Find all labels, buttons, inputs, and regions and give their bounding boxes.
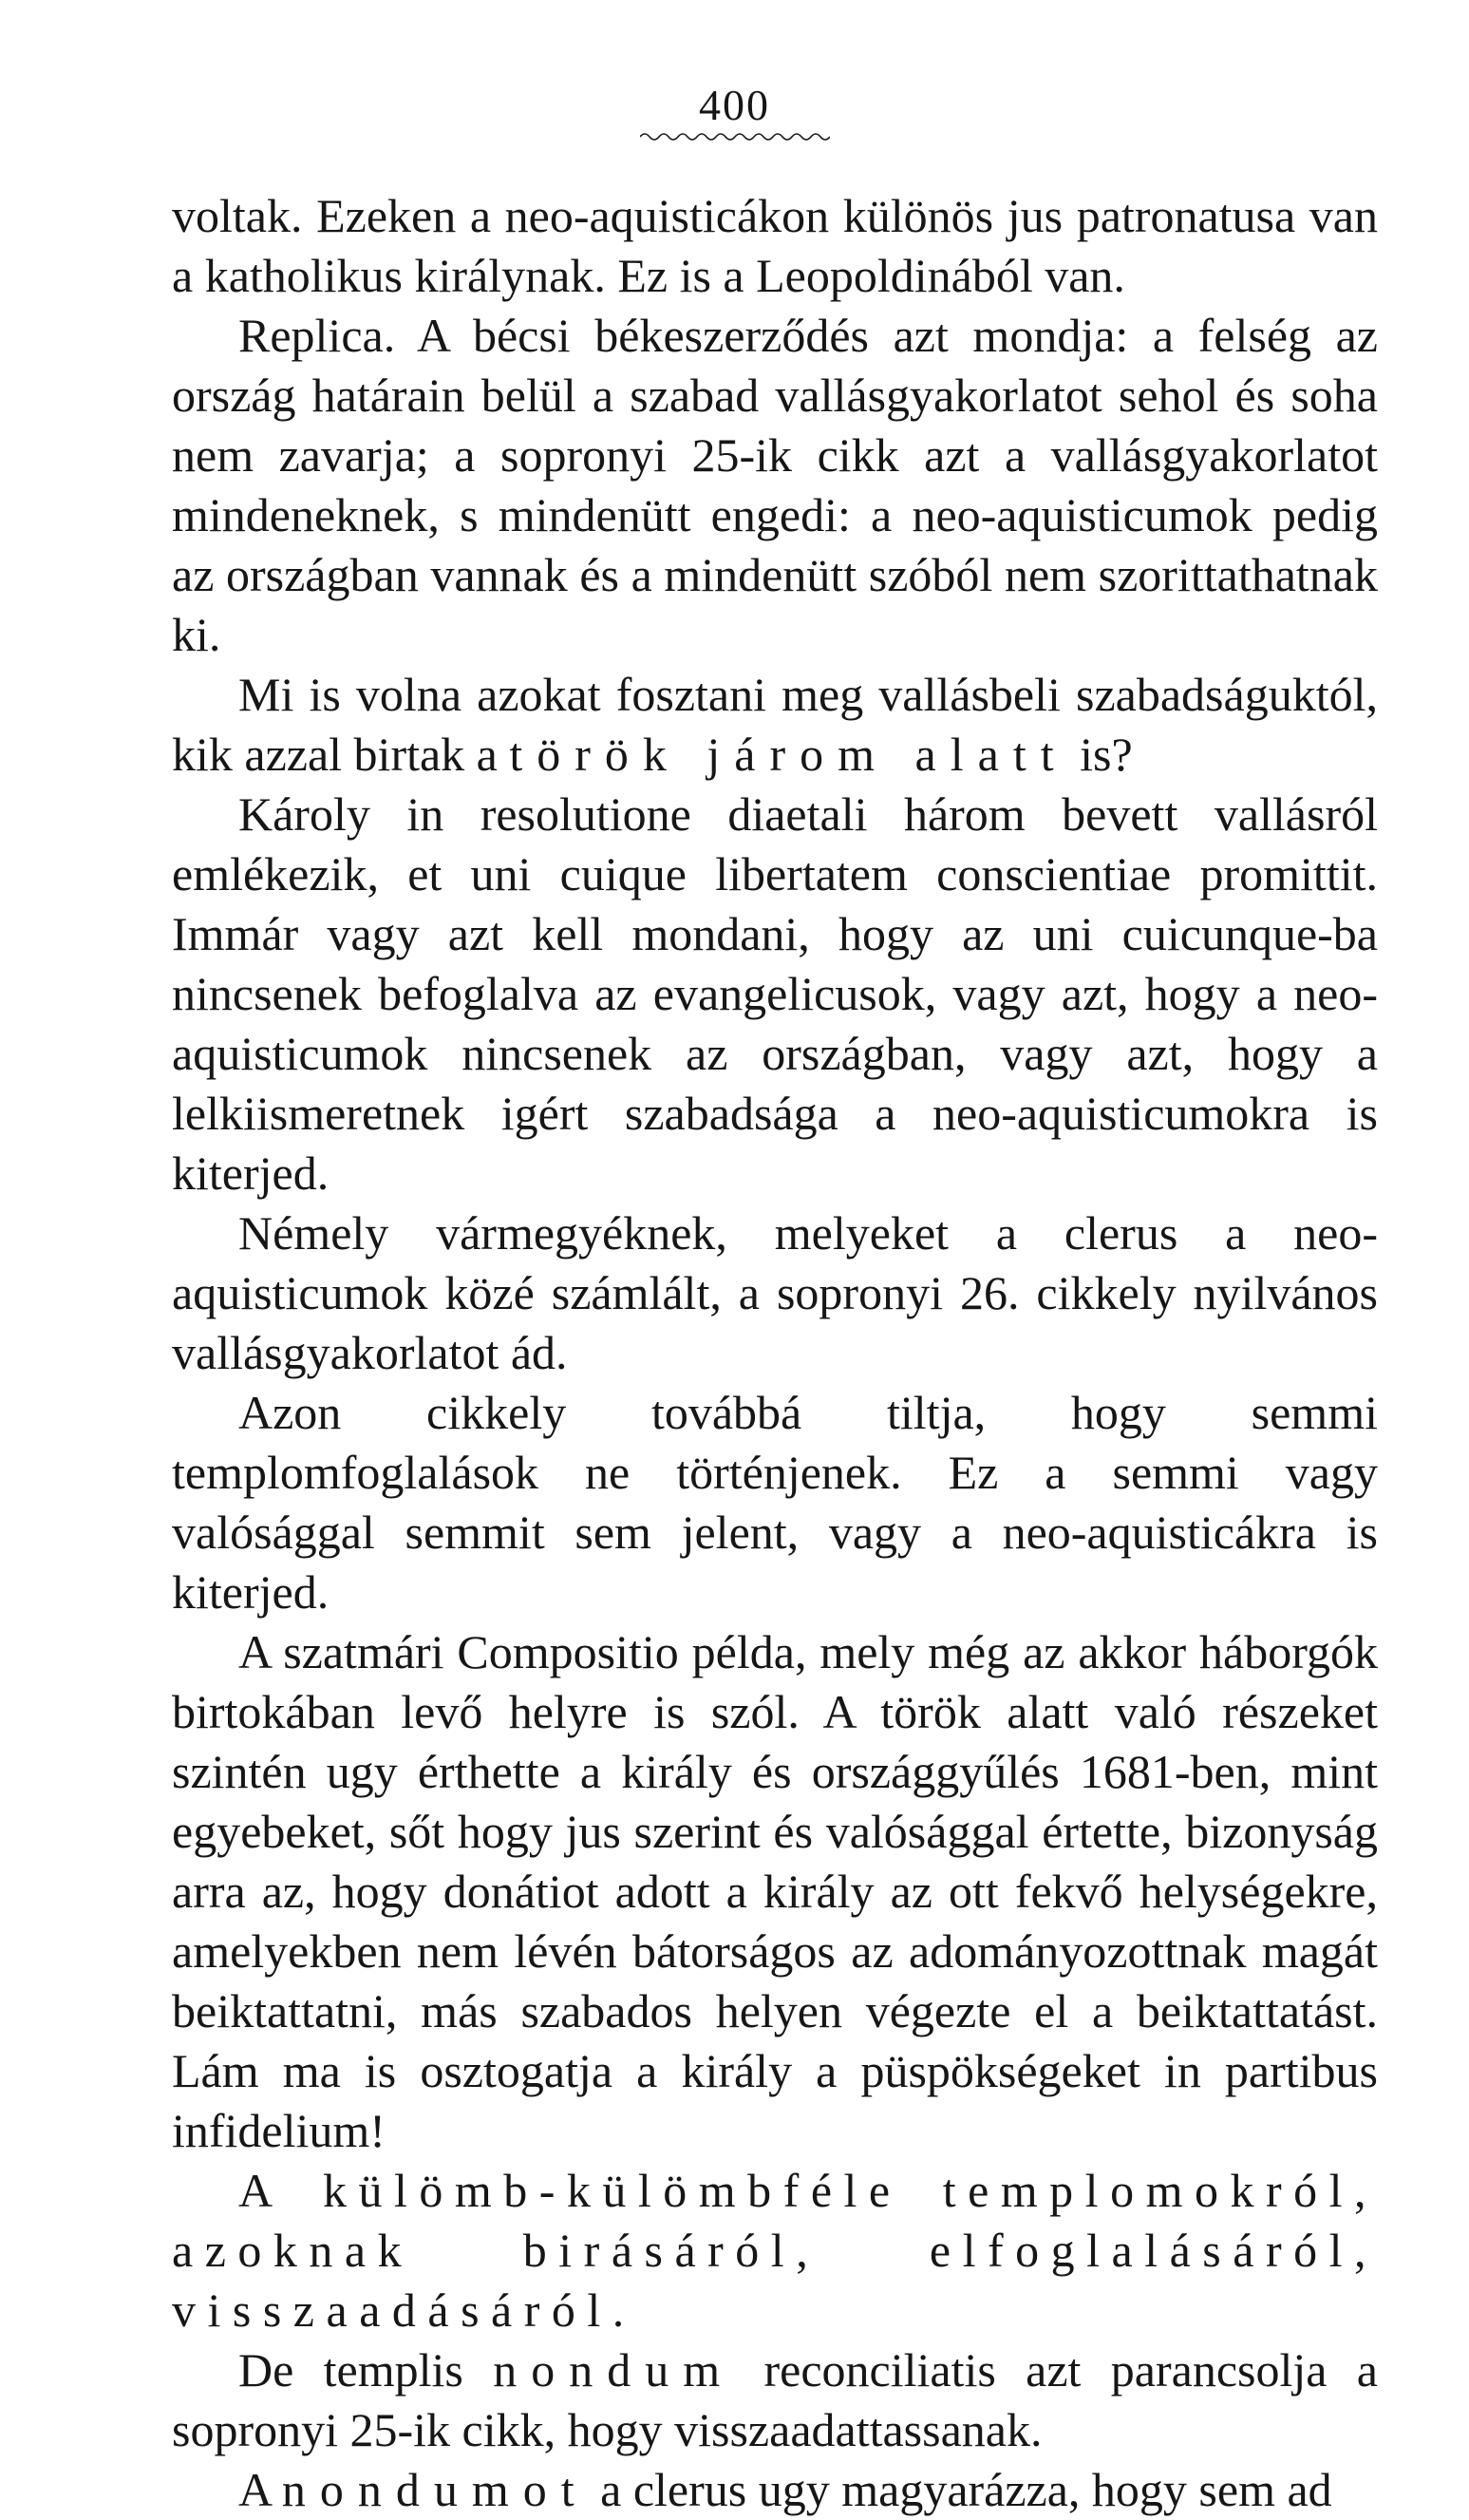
section-heading bbox=[172, 2161, 1378, 2340]
spaced-emphasis: nondumot bbox=[281, 2463, 589, 2516]
page-header bbox=[0, 81, 1469, 144]
paragraph bbox=[172, 186, 1378, 306]
paragraph bbox=[172, 2460, 1378, 2520]
text-segment: De templis bbox=[238, 2343, 494, 2397]
paragraph bbox=[172, 665, 1378, 785]
text-segment: is? bbox=[1067, 728, 1133, 781]
text-segment: reconciliatis azt parancsolja a sopronyi 25-ik cikk, hogy visszaadattassanak. bbox=[172, 2343, 1378, 2456]
page-number: 400 bbox=[699, 81, 770, 129]
paragraph bbox=[172, 1622, 1378, 2161]
spaced-emphasis: török járom alatt bbox=[509, 728, 1068, 781]
paragraph bbox=[172, 785, 1378, 1203]
text-segment: Károly in resolutione diaetali három bevett vallásról emlékezik, et uni cuique libertatem conscientiae promittit. Immár vagy azt kell mondani, hogy az uni cuicunque-ba nincsenek befoglalva az evangelicusok, vagy azt, hogy a neo-aquisticumok nincsenek az országban, vagy azt, hogy a lelkiismeretnek igért szabadsága a neo-aquisticumokra is kiterjed. bbox=[172, 787, 1378, 1200]
text-segment: Mi is volna azokat fosztani meg vallásbeli szabadságuktól, kik azzal birtak a bbox=[172, 668, 1378, 781]
spaced-heading-text: A külömb-külömbféle templomokról, azoknak birásáról, elfoglalásáról, visszaadásáról. bbox=[172, 2164, 1378, 2337]
paragraph bbox=[172, 2340, 1378, 2460]
text-segment: A bbox=[238, 2463, 282, 2516]
text-segment: voltak. Ezeken a neo-aquisticákon különös jus patronatusa van a katholikus királynak. Ez is a Leopoldinából van. bbox=[172, 189, 1378, 302]
body-text bbox=[172, 186, 1378, 2520]
text-segment: a clerus ugy magyarázza, hogy sem ad bbox=[588, 2463, 1332, 2516]
text-segment: Némely vármegyéknek, melyeket a clerus a neo-aquisticumok közé számlált, a sopronyi 26. cikkely nyilvános vallásgyakorlatot ád. bbox=[172, 1206, 1378, 1379]
paragraph bbox=[172, 306, 1378, 665]
paragraph bbox=[172, 1383, 1378, 1622]
text-segment: A szatmári Compositio példa, mely még az akkor háborgók birtokában levő helyre is szól. A török alatt való részeket szintén ugy érthette a király és országgyűlés 1681-ben, mint egyebeket, sőt hogy jus szerint és valósággal értette, bizonyság arra az, hogy donátiot adott a király az ott fekvő helységekre, amelyekben nem lévén bátorságos az adományozottnak magát beiktattatni, más szabados helyen végezte el a beiktattatást. Lám ma is osztogatja a király a püspökségeket in partibus infidelium! bbox=[172, 1625, 1378, 2157]
spaced-emphasis: nondum bbox=[493, 2343, 735, 2397]
paragraph bbox=[172, 1203, 1378, 1383]
wavy-rule-ornament bbox=[640, 129, 830, 144]
text-segment: Replica. A bécsi békeszerződés azt mondja: a felség az ország határain belül a szabad vallásgyakorlatot sehol és soha nem zavarja; a sopronyi 25-ik cikk azt a vallásgyakorlatot mindeneknek, s mindenütt engedi: a neo-aquisticumok pedig az országban vannak és a mindenütt szóból nem szorittathatnak ki. bbox=[172, 309, 1378, 661]
text-segment: Azon cikkely továbbá tiltja, hogy semmi templomfoglalások ne történjenek. Ez a semmi vagy valósággal semmit sem jelent, vagy a neo-aquisticákra is kiterjed. bbox=[172, 1386, 1378, 1619]
